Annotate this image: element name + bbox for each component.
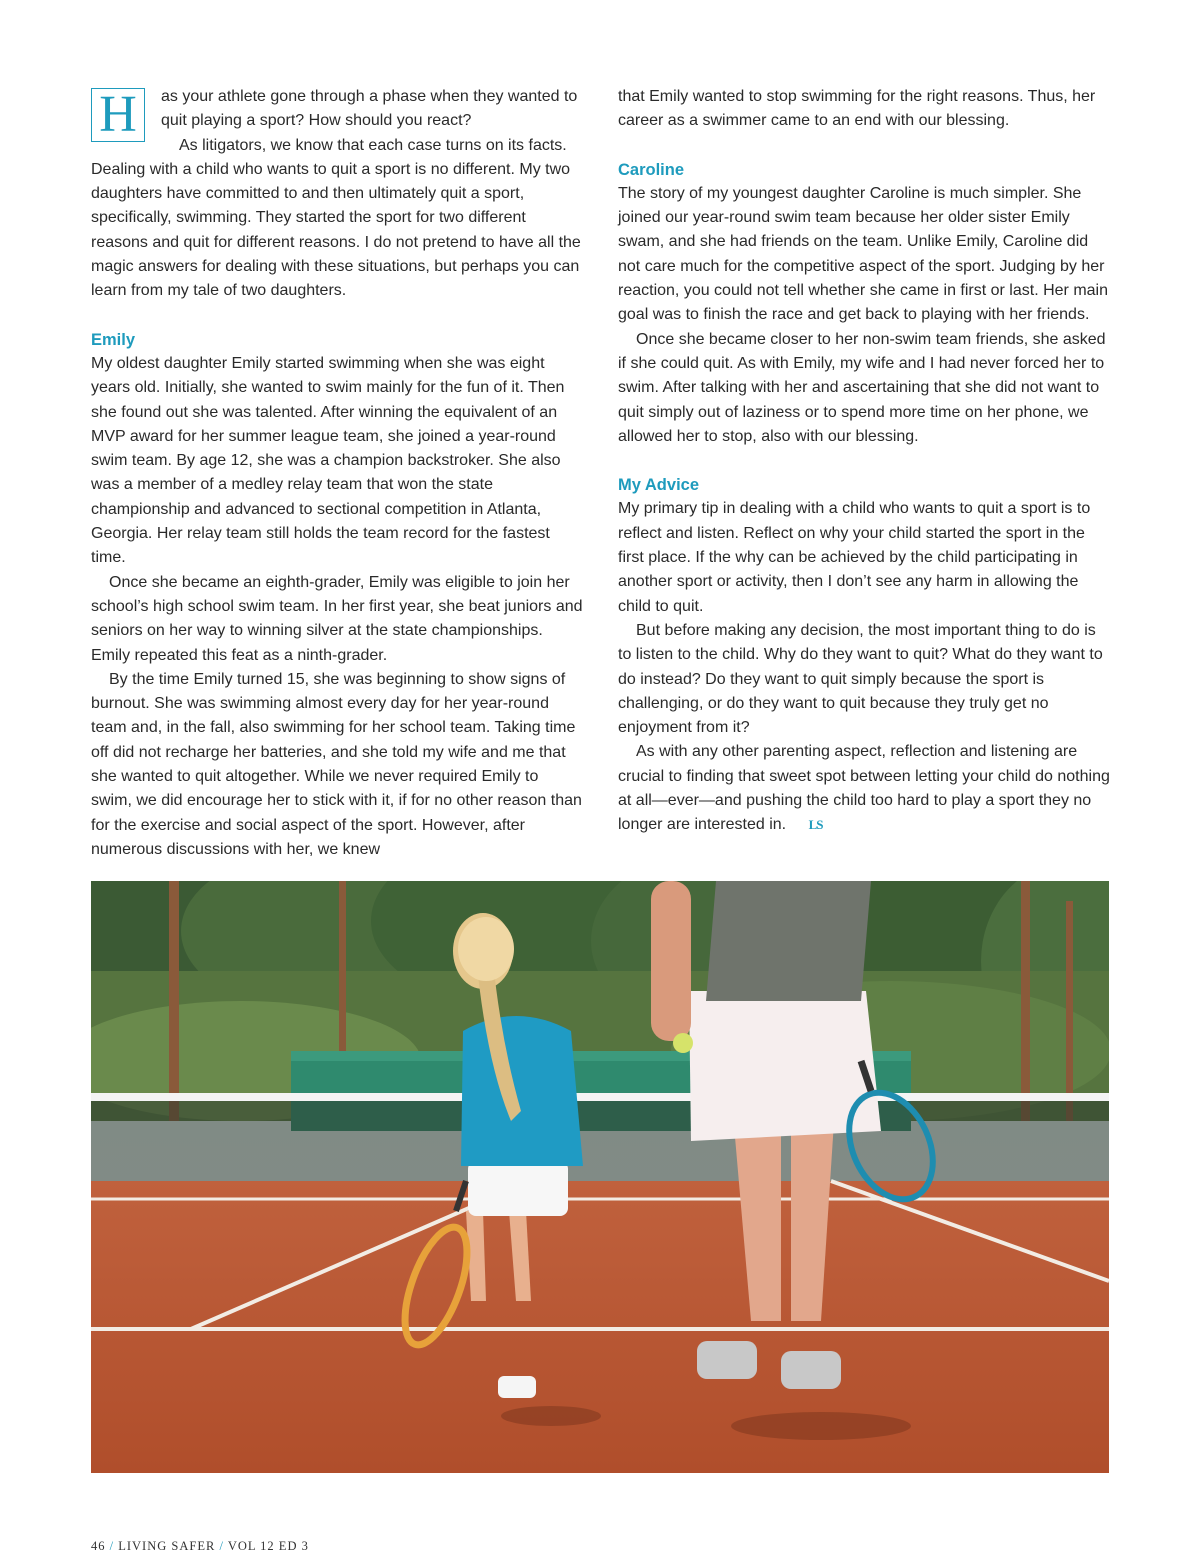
section-heading-emily: Emily bbox=[91, 330, 136, 349]
magazine-name: LIVING SAFER bbox=[118, 1539, 216, 1553]
tennis-net bbox=[91, 1093, 1109, 1181]
drop-cap: H bbox=[91, 88, 145, 142]
end-mark-logo: LS bbox=[808, 817, 823, 833]
emily-paragraph-3: By the time Emily turned 15, she was beginning to show signs of burnout. She was swimming almost every day for her year-round team and, in the fall, also swimming for her school team. Taking time off did not recharge her batteries, and she told my wife and me that she wanted to quit altogether. While we never required Emily to swim, we did encourage her to stick with it, if for no other reason than for the exercise and social aspect of the sport. However, after numerous discussions with her, we knew bbox=[91, 670, 582, 858]
left-column bbox=[91, 85, 583, 862]
right-column bbox=[618, 85, 1112, 838]
emily-paragraph-2: Once she became an eighth-grader, Emily was eligible to join her school’s high school swim team. In her first year, she beat juniors and seniors on her way to winning silver at the state championships. Emily repeated this feat as a ninth-grader. bbox=[91, 573, 583, 664]
page-number: 46 bbox=[91, 1539, 106, 1553]
footer-separator-1: / bbox=[109, 1539, 115, 1553]
footer-separator-2: / bbox=[219, 1539, 224, 1553]
advice-paragraph-3 bbox=[618, 740, 1112, 837]
section-heading-caroline: Caroline bbox=[618, 160, 685, 179]
advice-paragraph-3-text: As with any other parenting aspect, reflection and listening are crucial to finding that sweet spot between letting your child do nothing at all—ever—and pushing the child too hard to play a sport they no longer are interested in. bbox=[618, 743, 1110, 834]
caroline-paragraph-1: The story of my youngest daughter Caroline is much simpler. She joined our year-round swim team because her older sister Emily swam, and she had friends on the team. Unlike Emily, Caroline did not care much for the competitive aspect of the sport. Judging by her reaction, you could not tell whether she came in first or last. Her main goal was to finish the race and get back to playing with her friends. bbox=[618, 184, 1108, 324]
intro-paragraph-1: as your athlete gone through a phase when they wanted to quit playing a sport? How should you react? bbox=[161, 88, 578, 130]
page-footer bbox=[91, 1539, 309, 1554]
advice-paragraph-1: My primary tip in dealing with a child who wants to quit a sport is to reflect and listen. Reflect on why your child started the sport in the first place. If the why can be achieved by the child participating in another sport or activity, then I don’t see any harm in allowing the child to quit. bbox=[618, 500, 1091, 615]
caroline-paragraph-2: Once she became closer to her non-swim team friends, she asked if she could quit. As with Emily, my wife and I had never forced her to swim. After talking with her and ascertaining that she did not want to quit simply out of laziness or to spend more time on her phone, we allowed her to stop, also with our blessing. bbox=[618, 330, 1106, 445]
intro-paragraph-2: As litigators, we know that each case turns on its facts. Dealing with a child who wants to quit a sport is no different. My two daughters have committed to and then ultimately quit a sport, specifically, swimming. They started the sport for two different reasons and quit for different reasons. I do not pretend to have all the magic answers for dealing with these situations, but perhaps you can learn from my tale of two daughters. bbox=[91, 136, 581, 300]
emily-paragraph-1: My oldest daughter Emily started swimming when she was eight years old. Initially, she wanted to swim mainly for the fun of it. Then she found out she was talented. After winning the equivalent of an MVP award for her summer league team, she joined a year-round swim team. By age 12, she was a champion backstroker. She also was a member of a medley relay team that won the state championship and advanced to sectional competition in Atlanta, Georgia. Her relay team still holds the team record for the fastest time. bbox=[91, 354, 565, 567]
issue-label: VOL 12 ED 3 bbox=[227, 1539, 309, 1553]
tennis-court-photo bbox=[91, 881, 1109, 1473]
section-heading-advice: My Advice bbox=[618, 476, 700, 495]
advice-paragraph-2: But before making any decision, the most important thing to do is to listen to the child. Why do they want to quit? What do they want to do instead? Do they want to quit simply because the sport is challenging, or do they want to quit because they truly get no enjoyment from it? bbox=[618, 621, 1103, 737]
emily-paragraph-3-continued: that Emily wanted to stop swimming for the right reasons. Thus, her career as a swimmer came to an end with our blessing. bbox=[618, 88, 1096, 130]
